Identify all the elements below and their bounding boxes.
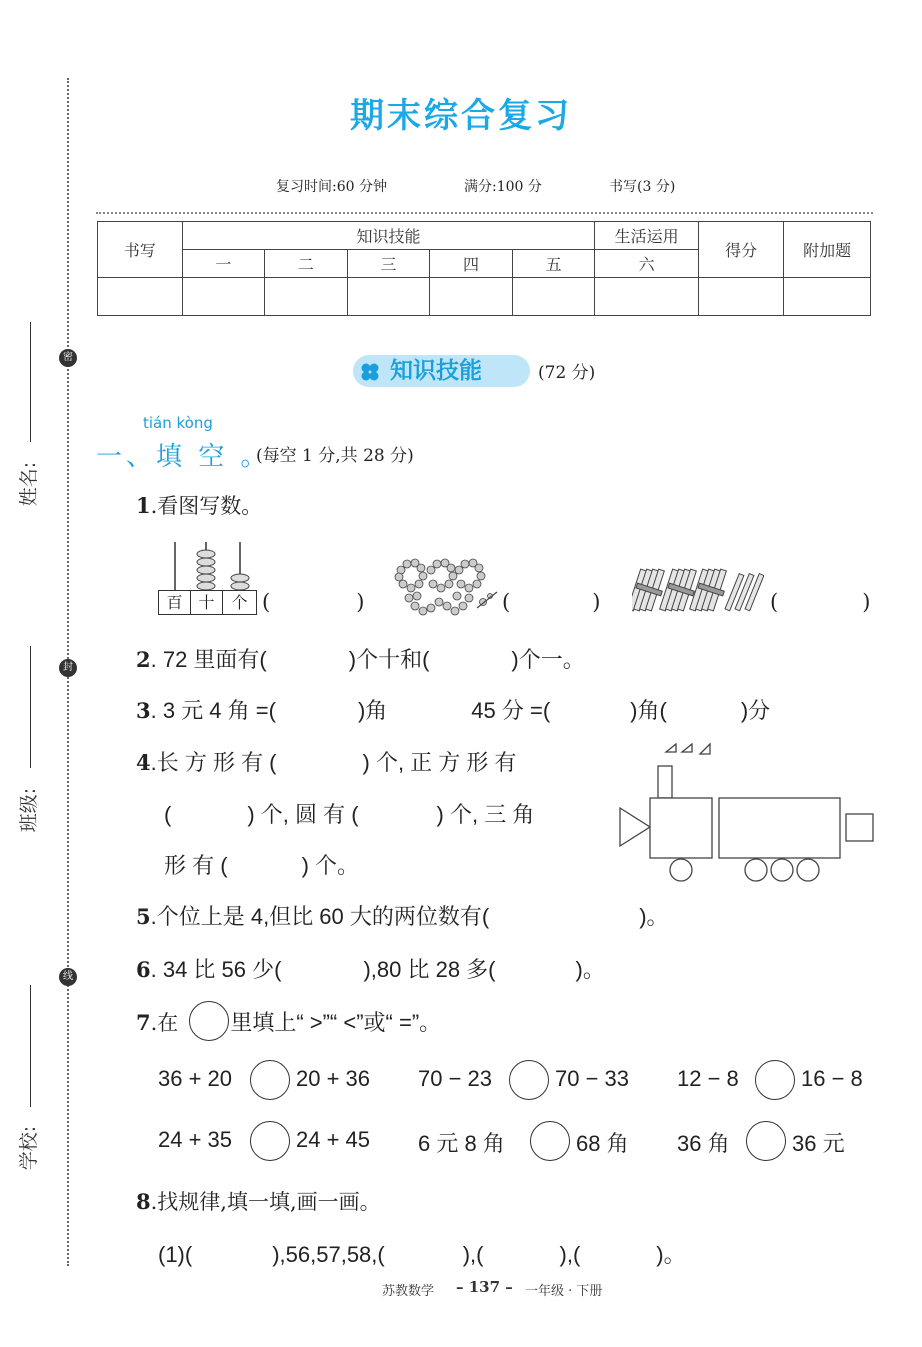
abacus-ones: 个: [222, 590, 257, 615]
score-cell[interactable]: [182, 278, 265, 316]
compare-4-left: 24 + 35: [158, 1127, 233, 1152]
q3-text-e: )分: [740, 698, 771, 723]
q3-text-c: 45 分 =(: [471, 698, 551, 723]
footer-book: 苏教数学: [382, 1284, 435, 1299]
q7-example-circle: [189, 1001, 229, 1041]
train-shapes-picture: [616, 740, 878, 886]
th-col-1: 一: [182, 250, 265, 278]
q4-text-e: ) 个, 三 角: [436, 802, 535, 827]
compare-6-right: 36 元: [792, 1131, 845, 1156]
name-label: 姓名:: [18, 461, 40, 507]
q6-text-b: ),80 比 28 多(: [363, 957, 496, 982]
class-label: 班级:: [18, 787, 40, 833]
compare-6-circle[interactable]: [746, 1121, 786, 1161]
q2-number: 2: [136, 647, 151, 672]
th-col-2: 二: [265, 250, 348, 278]
seal-char-xian: 线: [59, 968, 77, 986]
q4-text-b: ) 个, 正 方 形 有: [362, 750, 517, 775]
q6-text-c: )。: [575, 957, 605, 982]
compare-1-left: 36 + 20: [158, 1066, 233, 1091]
q3-number: 3: [136, 698, 151, 723]
school-label: 学校:: [18, 1125, 40, 1171]
name-blank[interactable]: [30, 322, 31, 442]
seal-char-mi: 密: [59, 349, 77, 367]
class-blank[interactable]: [30, 646, 31, 768]
q1-answer-3[interactable]: ( ): [770, 590, 871, 614]
th-col-5: 五: [512, 250, 595, 278]
q4-text-a: .长 方 形 有 (: [150, 750, 277, 775]
footer-page: 137: [468, 1278, 501, 1296]
compare-6-left: 36 角: [677, 1131, 730, 1156]
q2-text-b: )个十和(: [348, 647, 430, 672]
q7-text-b: 里填上“ >”“ <”或“ =”。: [230, 1010, 442, 1035]
q8-text: .找规律,填一填,画一画。: [150, 1190, 381, 1214]
abacus-hundreds: 百: [158, 590, 191, 615]
full-score: 满分:100 分: [464, 179, 542, 195]
th-life: 生活运用: [595, 222, 698, 250]
section-badge-label: 知识技能: [390, 358, 482, 384]
th-col-3: 三: [347, 250, 430, 278]
th-writing: 书写: [98, 222, 183, 278]
q1-text: .看图写数。: [150, 494, 263, 518]
q3-text-b: )角: [357, 698, 388, 723]
writing-score: 书写(3 分): [609, 179, 676, 195]
question-4-line-2: [164, 798, 534, 829]
th-col-4: 四: [430, 250, 513, 278]
compare-4-right: 24 + 45: [296, 1127, 371, 1152]
section-points: (72 分): [538, 363, 596, 383]
score-cell[interactable]: [784, 278, 871, 316]
q1-answer-1[interactable]: ( ): [262, 590, 365, 614]
part-note: (每空 1 分,共 28 分): [256, 446, 414, 466]
th-score: 得分: [698, 222, 784, 278]
question-7: [136, 1006, 441, 1037]
compare-2-right: 70 − 33: [555, 1066, 630, 1091]
q8-1-text-b: ),56,57,58,(: [272, 1242, 385, 1267]
score-cell[interactable]: [430, 278, 513, 316]
score-cell[interactable]: [512, 278, 595, 316]
abacus-tens: 十: [190, 590, 223, 615]
compare-5-right: 68 角: [576, 1131, 629, 1156]
question-2: [136, 643, 585, 674]
q7-text-a: .在: [150, 1011, 179, 1035]
th-col-6: 六: [595, 250, 698, 278]
part-title: 一、填 空 。: [96, 442, 271, 472]
q8-1-text-d: ),(: [559, 1242, 581, 1267]
q5-text-b: )。: [639, 904, 669, 929]
q5-text-a: .个位上是 4,但比 60 大的两位数有(: [150, 904, 490, 929]
q6-text-a: . 34 比 56 少(: [150, 957, 282, 982]
review-time: 复习时间:60 分钟: [276, 179, 387, 195]
score-cell[interactable]: [698, 278, 784, 316]
score-cell[interactable]: [595, 278, 698, 316]
q1-number: 1: [136, 493, 151, 518]
q3-text-d: )角(: [630, 698, 667, 723]
question-4-line-3: [164, 849, 359, 880]
bead-chains-picture: [393, 558, 501, 620]
q2-text-c: )个一。: [511, 647, 585, 672]
compare-2-circle[interactable]: [509, 1060, 549, 1100]
q8-1-text-a: (1)(: [158, 1242, 193, 1267]
seal-char-feng: 封: [59, 659, 77, 677]
compare-5-circle[interactable]: [530, 1121, 570, 1161]
pinyin-hint: tián kòng: [143, 414, 213, 432]
question-8-1: [158, 1238, 686, 1269]
q4-text-g: ) 个。: [301, 853, 360, 878]
separator: [96, 212, 873, 214]
question-5: [136, 900, 669, 931]
q3-text-a: . 3 元 4 角 =(: [150, 698, 276, 723]
q8-1-text-e: )。: [656, 1242, 686, 1267]
compare-3-circle[interactable]: [755, 1060, 795, 1100]
th-bonus: 附加题: [784, 222, 871, 278]
compare-3-left: 12 − 8: [677, 1066, 739, 1091]
clover-icon: [360, 362, 380, 382]
footer-grade: 一年级 · 下册: [525, 1284, 603, 1299]
q6-number: 6: [136, 957, 151, 982]
q7-number: 7: [136, 1010, 151, 1035]
th-knowledge: 知识技能: [182, 222, 595, 250]
question-4-line-1: [136, 746, 517, 777]
q4-text-c: (: [164, 802, 172, 827]
score-table: [97, 221, 871, 316]
compare-3-right: 16 − 8: [801, 1066, 863, 1091]
q4-text-d: ) 个, 圆 有 (: [247, 802, 359, 827]
compare-4-circle[interactable]: [250, 1121, 290, 1161]
q8-number: 8: [136, 1189, 151, 1214]
q4-number: 4: [136, 750, 151, 775]
compare-1-right: 20 + 36: [296, 1066, 371, 1091]
score-cell[interactable]: [98, 278, 183, 316]
question-6: [136, 953, 605, 984]
school-blank[interactable]: [30, 985, 31, 1107]
question-3: [136, 694, 770, 725]
page-title: 期末综合复习: [350, 96, 572, 136]
compare-1-circle[interactable]: [250, 1060, 290, 1100]
q1-answer-2[interactable]: ( ): [502, 590, 601, 614]
q8-1-text-c: ),(: [462, 1242, 484, 1267]
footer-page-number: – 137 –: [456, 1278, 513, 1296]
q4-text-f: 形 有 (: [164, 853, 228, 878]
question-8: [136, 1186, 381, 1216]
stick-bundles-picture: [632, 565, 764, 615]
score-cell[interactable]: [265, 278, 348, 316]
compare-5-left: 6 元 8 角: [418, 1131, 505, 1156]
q5-number: 5: [136, 904, 151, 929]
question-1: [136, 490, 262, 520]
score-cell[interactable]: [347, 278, 430, 316]
compare-2-left: 70 − 23: [418, 1066, 493, 1091]
q2-text-a: . 72 里面有(: [150, 647, 267, 672]
